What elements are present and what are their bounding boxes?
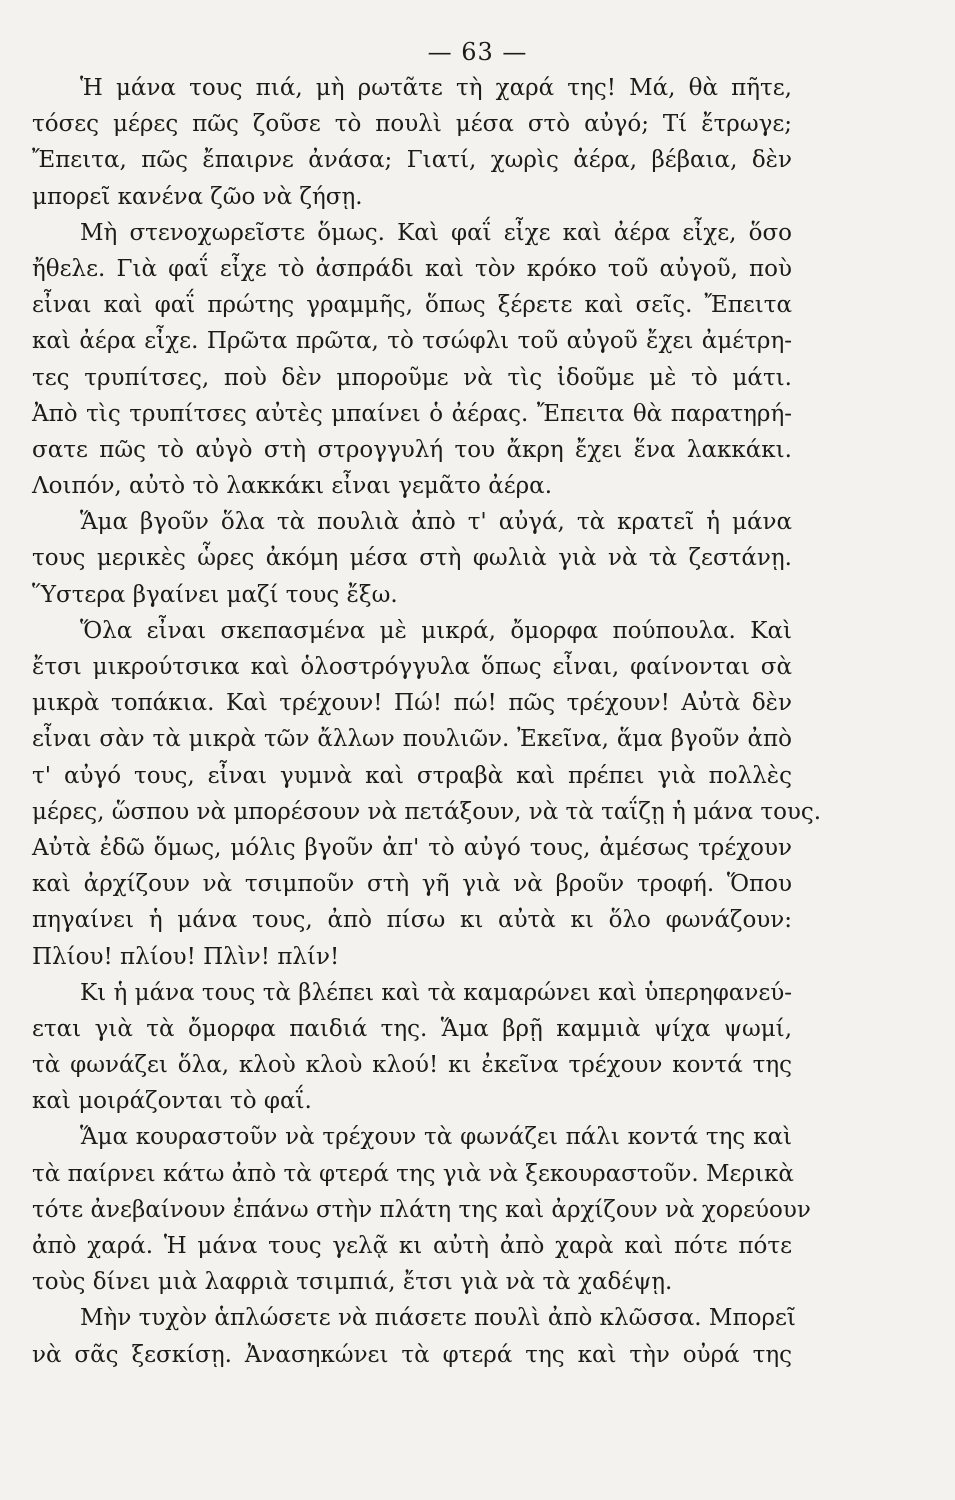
text-line: ἤθελε. Γιὰ φαΐ εἶχε τὸ ἀσπράδι καὶ τὸν κρόκο τοῦ αὐγοῦ, ποὺ: [32, 255, 792, 282]
text-line: τους μερικὲς ὧρες ἀκόμη μέσα στὴ φωλιὰ γιὰ νὰ τὰ ζεστάνῃ.: [32, 545, 792, 572]
text-line: καὶ ἀρχίζουν νὰ τσιμποῦν στὴ γῆ γιὰ νὰ βροῦν τροφή. Ὅπου: [32, 871, 792, 898]
text-line: Ἅμα βγοῦν ὅλα τὰ πουλιὰ ἀπὸ τ' αὐγά, τὰ κρατεῖ ἡ μάνα: [80, 509, 792, 536]
text-line: τόσες μέρες πῶς ζοῦσε τὸ πουλὶ μέσα στὸ αὐγό; Τί ἔτρωγε;: [32, 111, 792, 138]
text-line: νὰ σᾶς ξεσκίσῃ. Ἀνασηκώνει τὰ φτερά της καὶ τὴν οὐρά της: [32, 1341, 792, 1368]
text-line: Ἀπὸ τὶς τρυπίτσες αὐτὲς μπαίνει ὁ ἀέρας. Ἔπειτα θὰ παρατηρή-: [32, 400, 792, 427]
text-line: μπορεῖ κανένα ζῶο νὰ ζήσῃ.: [32, 183, 363, 210]
text-line: σατε πῶς τὸ αὐγὸ στὴ στρογγυλή του ἄκρη ἔχει ἕνα λακκάκι.: [32, 436, 792, 463]
text-line: εται γιὰ τὰ ὄμορφα παιδιά της. Ἅμα βρῇ καμμιὰ ψίχα ψωμί,: [32, 1015, 792, 1042]
text-line: Ἔπειτα, πῶς ἔπαιρνε ἀνάσα; Γιατί, χωρὶς ἀέρα, βέβαια, δὲν: [32, 147, 792, 174]
text-line: Ὅλα εἶναι σκεπασμένα μὲ μικρά, ὄμορφα πούπουλα. Καὶ: [80, 617, 792, 644]
text-line: Αὐτὰ ἐδῶ ὅμως, μόλις βγοῦν ἀπ' τὸ αὐγό τους, ἀμέσως τρέχουν: [32, 834, 792, 861]
text-line: Ὕστερα βγαίνει μαζί τους ἔξω.: [32, 581, 398, 608]
text-line: τοὺς δίνει μιὰ λαφριὰ τσιμπιά, ἔτσι γιὰ νὰ τὰ χαδέψῃ.: [32, 1269, 673, 1296]
text-line: τὰ παίρνει κάτω ἀπὸ τὰ φτερά της γιὰ νὰ ξεκουραστοῦν. Μερικὰ: [32, 1160, 794, 1187]
text-line: τότε ἀνεβαίνουν ἐπάνω στὴν πλάτη της καὶ ἀρχίζουν νὰ χορεύουν: [32, 1196, 811, 1223]
text-line: Ἅμα κουραστοῦν νὰ τρέχουν τὰ φωνάζει πάλι κοντά της καὶ: [80, 1124, 792, 1151]
text-line: τ' αὐγό τους, εἶναι γυμνὰ καὶ στραβὰ καὶ πρέπει γιὰ πολλὲς: [32, 762, 792, 789]
text-line: εἶναι καὶ φαΐ πρώτης γραμμῆς, ὅπως ξέρετε καὶ σεῖς. Ἔπειτα: [32, 292, 792, 319]
body-text: [32, 70, 822, 1373]
text-line: τὰ φωνάζει ὅλα, κλοὺ κλοὺ κλού! κι ἐκεῖνα τρέχουν κοντά της: [32, 1052, 792, 1079]
text-line: τες τρυπίτσες, ποὺ δὲν μποροῦμε νὰ τὶς ἰδοῦμε μὲ τὸ μάτι.: [32, 364, 792, 391]
text-line: καὶ ἀέρα εἶχε. Πρῶτα πρῶτα, τὸ τσώφλι τοῦ αὐγοῦ ἔχει ἀμέτρη-: [32, 328, 792, 355]
text-line: καὶ μοιράζονται τὸ φαΐ.: [32, 1088, 312, 1115]
text-line: Λοιπόν, αὐτὸ τὸ λακκάκι εἶναι γεμᾶτο ἀέρα.: [32, 473, 553, 500]
text-line: Κι ἡ μάνα τους τὰ βλέπει καὶ τὰ καμαρώνει καὶ ὑπερηφανεύ-: [80, 979, 792, 1006]
text-line: Ἡ μάνα τους πιά, μὴ ρωτᾶτε τὴ χαρά της! Μά, θὰ πῆτε,: [80, 75, 792, 101]
text-line: μέρες, ὥσπου νὰ μπορέσουν νὰ πετάξουν, νὰ τὰ ταΐζῃ ἡ μάνα τους.: [32, 798, 822, 825]
text-line: Μὴν τυχὸν ἁπλώσετε νὰ πιάσετε πουλὶ ἀπὸ κλῶσσα. Μπορεῖ: [80, 1305, 796, 1332]
text-line: Μὴ στενοχωρεῖστε ὅμως. Καὶ φαΐ εἶχε καὶ ἀέρα εἶχε, ὅσο: [80, 219, 792, 246]
page-number: — 63 —: [427, 38, 528, 66]
text-line: ἔτσι μικρούτσικα καὶ ὁλοστρόγγυλα ὅπως εἶναι, φαίνονται σὰ: [32, 654, 792, 680]
text-line: εἶναι σὰν τὰ μικρὰ τῶν ἄλλων πουλιῶν. Ἐκεῖνα, ἅμα βγοῦν ἀπὸ: [32, 726, 792, 753]
text-line: μικρὰ τοπάκια. Καὶ τρέχουν! Πώ! πώ! πῶς τρέχουν! Αὐτὰ δὲν: [32, 690, 792, 717]
text-line: ἀπὸ χαρά. Ἡ μάνα τους γελᾷ κι αὐτὴ ἀπὸ χαρὰ καὶ πότε πότε: [32, 1233, 792, 1259]
text-line: Πλίου! πλίου! Πλὶν! πλίν!: [32, 943, 340, 970]
text-line: πηγαίνει ἡ μάνα τους, ἀπὸ πίσω κι αὐτὰ κι ὅλο φωνάζουν:: [32, 907, 792, 934]
